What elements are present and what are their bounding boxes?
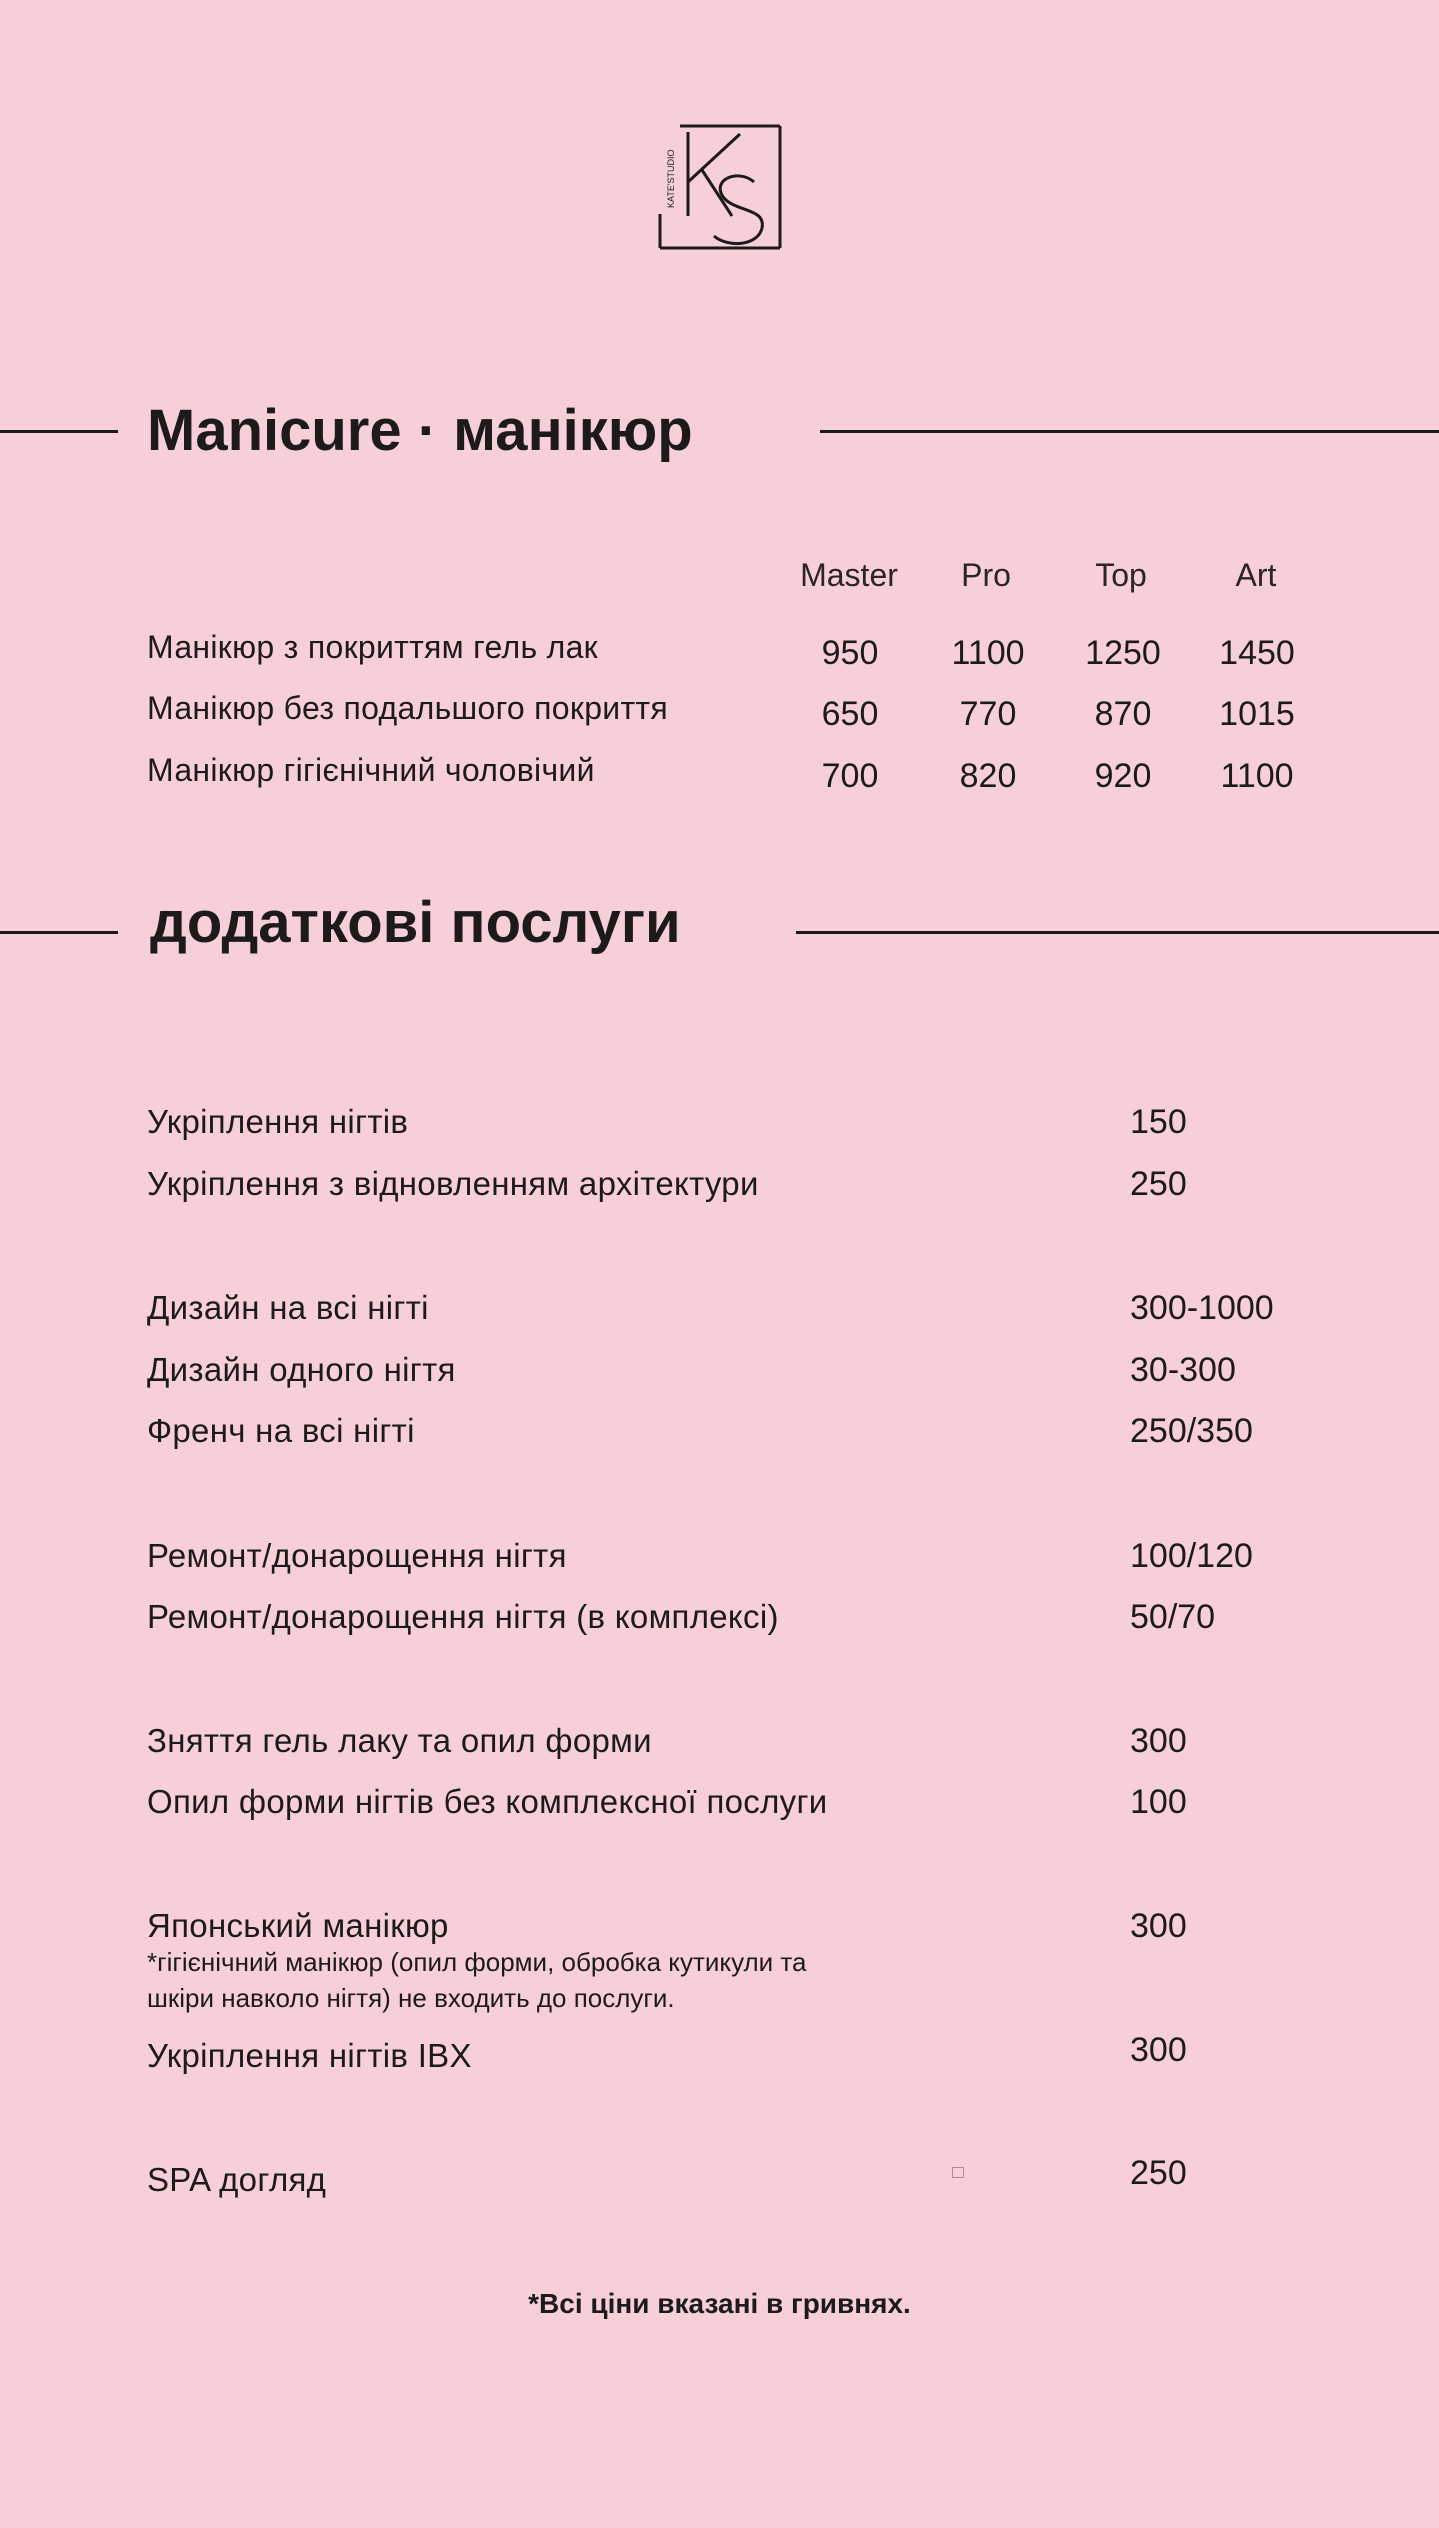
column-header-pro: Pro: [961, 557, 1011, 593]
heading-rule-right: [820, 430, 1439, 433]
heading-rule-left: [0, 430, 118, 433]
service-note-line: шкіри навколо нігтя) не входить до послуги.: [147, 1983, 675, 2013]
additional-service-price: 250: [1130, 1165, 1187, 1203]
column-header-master: Master: [800, 557, 898, 593]
price-top: 1250: [1085, 634, 1161, 672]
manicure-service-name: Манікюр гігієнічний чоловічий: [147, 752, 595, 788]
additional-service-price: 30-300: [1130, 1351, 1236, 1389]
additional-service-name: Ремонт/донарощення нігтя (в комплексі): [147, 1598, 779, 1635]
price-art: 1015: [1219, 695, 1295, 733]
price-pro: 770: [959, 695, 1017, 733]
column-header-art: Art: [1235, 557, 1277, 593]
additional-service-price: 150: [1130, 1103, 1187, 1141]
service-note-line: *гігієнічний манікюр (опил форми, обробка кутикули та: [147, 1947, 807, 1977]
logo-vertical-text: KATE'STUDIO: [666, 149, 676, 208]
price-top: 920: [1094, 757, 1152, 795]
additional-service-price: 250: [1130, 2154, 1187, 2192]
additional-service-name: Опил форми нігтів без комплексної послуги: [147, 1783, 828, 1820]
price-master: 700: [821, 757, 879, 795]
price-pro: 820: [959, 757, 1017, 795]
additional-service-name: Дизайн на всі нігті: [147, 1289, 429, 1326]
additional-service-price: 300-1000: [1130, 1289, 1274, 1327]
price-pro: 1100: [951, 634, 1025, 672]
additional-service-price: 100: [1130, 1783, 1187, 1821]
ks-monogram-logo: [658, 124, 782, 250]
additional-service-name: Укріплення нігтів: [147, 1103, 409, 1140]
additional-service-name: SPA догляд: [147, 2161, 327, 2198]
price-top: 870: [1094, 695, 1152, 733]
manicure-service-name: Манікюр без подальшого покриття: [147, 690, 669, 726]
additional-service-price: 300: [1130, 1907, 1187, 1945]
additional-service-name: Японський манікюр: [147, 1907, 449, 1944]
additional-service-name: Ремонт/донарощення нігтя: [147, 1537, 567, 1574]
studio-logo: [658, 124, 782, 250]
price-master: 650: [821, 695, 879, 733]
additional-services-title: додаткові послуги: [150, 890, 681, 955]
manicure-service-name: Манікюр з покриттям гель лак: [147, 629, 598, 665]
heading-rule-left: [0, 931, 118, 934]
additional-service-price: 300: [1130, 1722, 1187, 1760]
prices-footnote: *Всі ціни вказані в гривнях.: [528, 2288, 911, 2319]
additional-service-name: Укріплення нігтів IBX: [147, 2037, 472, 2074]
manicure-title: Manicure · манікюр: [147, 398, 693, 463]
price-master: 950: [821, 634, 879, 672]
additional-service-price: 300: [1130, 2031, 1187, 2069]
price-art: 1450: [1219, 634, 1295, 672]
column-header-top: Top: [1095, 557, 1147, 593]
heading-rule-right: [796, 931, 1439, 934]
price-art: 1100: [1220, 757, 1294, 795]
small-square-mark: [952, 2167, 964, 2178]
additional-service-name: Френч на всі нігті: [147, 1412, 415, 1449]
additional-service-price: 250/350: [1130, 1412, 1253, 1450]
additional-service-price: 50/70: [1130, 1598, 1216, 1636]
additional-service-price: 100/120: [1130, 1537, 1253, 1575]
additional-service-name: Укріплення з відновленням архітектури: [147, 1165, 759, 1202]
additional-service-name: Дизайн одного нігтя: [147, 1351, 456, 1388]
additional-service-name: Зняття гель лаку та опил форми: [147, 1722, 652, 1759]
